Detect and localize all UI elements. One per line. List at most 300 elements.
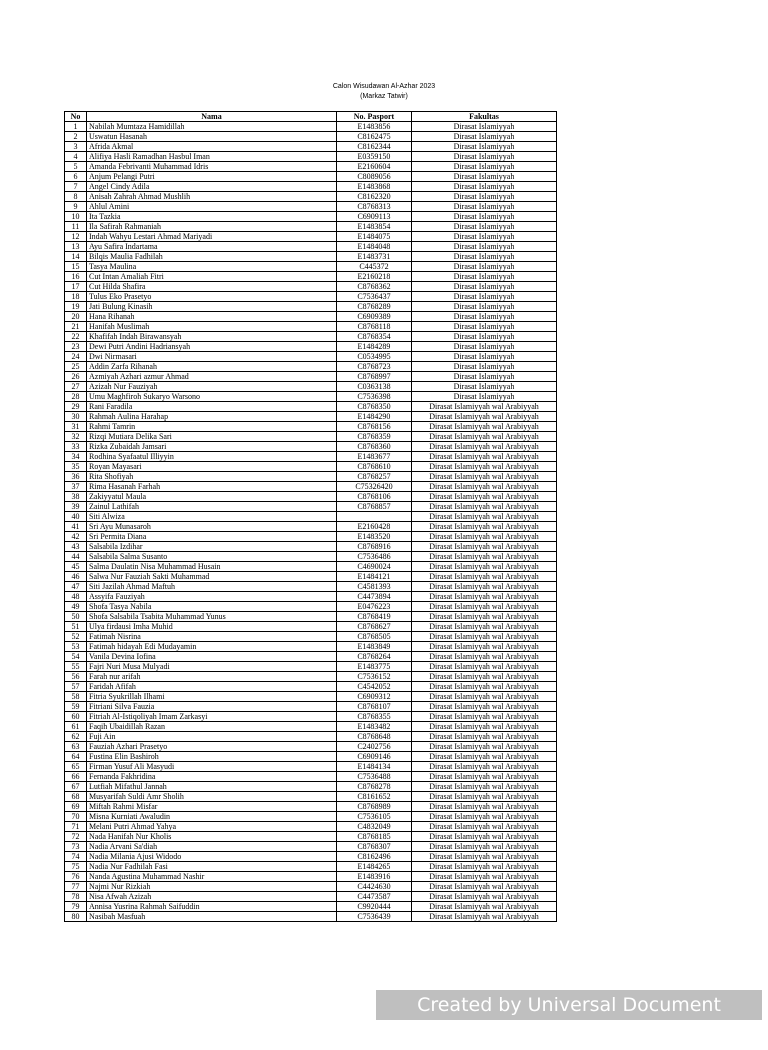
cell-fakultas: Dirasat Islamiyyah (412, 172, 557, 182)
cell-pasport: E1483849 (337, 642, 412, 652)
cell-no: 59 (65, 702, 87, 712)
cell-no: 28 (65, 392, 87, 402)
cell-fakultas: Dirasat Islamiyyah wal Arabiyyah (412, 722, 557, 732)
cell-nama: Zakiyyatul Maula (87, 492, 337, 502)
cell-fakultas: Dirasat Islamiyyah wal Arabiyyah (412, 432, 557, 442)
cell-no: 40 (65, 512, 87, 522)
cell-fakultas: Dirasat Islamiyyah wal Arabiyyah (412, 832, 557, 842)
cell-pasport: C8768185 (337, 832, 412, 842)
table-header-row (65, 112, 557, 122)
cell-no: 41 (65, 522, 87, 532)
cell-fakultas: Dirasat Islamiyyah (412, 352, 557, 362)
cell-nama: Firman Yusuf Ali Masyudi (87, 762, 337, 772)
cell-no: 54 (65, 652, 87, 662)
cell-nama: Angel Cindy Adila (87, 182, 337, 192)
cell-no: 55 (65, 662, 87, 672)
table-row (65, 192, 557, 202)
cell-nama: Farah nur arifah (87, 672, 337, 682)
cell-no: 51 (65, 622, 87, 632)
cell-no: 45 (65, 562, 87, 572)
cell-no: 36 (65, 472, 87, 482)
table-row (65, 862, 557, 872)
cell-nama: Rahmah Aulina Harahap (87, 412, 337, 422)
cell-pasport: C6909113 (337, 212, 412, 222)
cell-nama: Rani Faradila (87, 402, 337, 412)
cell-nama: Sri Ayu Munasaroh (87, 522, 337, 532)
cell-fakultas: Dirasat Islamiyyah (412, 242, 557, 252)
cell-no: 53 (65, 642, 87, 652)
table-row (65, 202, 557, 212)
cell-fakultas: Dirasat Islamiyyah wal Arabiyyah (412, 892, 557, 902)
table-row (65, 452, 557, 462)
cell-nama: Bilqis Maulia Fadhilah (87, 252, 337, 262)
cell-pasport: E1483677 (337, 452, 412, 462)
table-row (65, 412, 557, 422)
cell-nama: Shofa Salsabila Tsabita Muhammad Yunus (87, 612, 337, 622)
table-row (65, 392, 557, 402)
cell-pasport: C8768359 (337, 432, 412, 442)
cell-pasport: E2160218 (337, 272, 412, 282)
cell-pasport: E1484121 (337, 572, 412, 582)
table-row (65, 312, 557, 322)
cell-nama: Fitriani Silva Fauzia (87, 702, 337, 712)
cell-no: 65 (65, 762, 87, 772)
cell-fakultas: Dirasat Islamiyyah wal Arabiyyah (412, 852, 557, 862)
table-row (65, 552, 557, 562)
cell-pasport: E2160604 (337, 162, 412, 172)
table-row (65, 442, 557, 452)
cell-fakultas: Dirasat Islamiyyah wal Arabiyyah (412, 592, 557, 602)
cell-pasport: C8768505 (337, 632, 412, 642)
cell-nama: Nada Hanifah Nur Kholis (87, 832, 337, 842)
cell-fakultas: Dirasat Islamiyyah wal Arabiyyah (412, 782, 557, 792)
cell-no: 71 (65, 822, 87, 832)
table-row (65, 422, 557, 432)
cell-pasport: C8768107 (337, 702, 412, 712)
cell-fakultas: Dirasat Islamiyyah (412, 272, 557, 282)
cell-no: 32 (65, 432, 87, 442)
table-row (65, 342, 557, 352)
cell-no: 73 (65, 842, 87, 852)
cell-nama: Dewi Putri Andini Hadriansyah (87, 342, 337, 352)
cell-no: 75 (65, 862, 87, 872)
cell-pasport: E1484289 (337, 342, 412, 352)
cell-pasport: C8768648 (337, 732, 412, 742)
cell-nama: Ahlul Amini (87, 202, 337, 212)
cell-nama: Salma Daulatin Nisa Muhammad Husain (87, 562, 337, 572)
cell-nama: Anjum Pelangi Putri (87, 172, 337, 182)
table-row (65, 212, 557, 222)
cell-pasport: C4690024 (337, 562, 412, 572)
cell-fakultas: Dirasat Islamiyyah wal Arabiyyah (412, 542, 557, 552)
cell-pasport: C8768627 (337, 622, 412, 632)
cell-pasport: C7536105 (337, 812, 412, 822)
table-row (65, 592, 557, 602)
cell-fakultas: Dirasat Islamiyyah (412, 262, 557, 272)
table-row (65, 282, 557, 292)
cell-nama: Najmi Nur Rizkiah (87, 882, 337, 892)
cell-nama: Vanila Devina Iofina (87, 652, 337, 662)
cell-fakultas: Dirasat Islamiyyah (412, 302, 557, 312)
table-row (65, 502, 557, 512)
cell-fakultas: Dirasat Islamiyyah wal Arabiyyah (412, 742, 557, 752)
cell-fakultas: Dirasat Islamiyyah wal Arabiyyah (412, 712, 557, 722)
cell-nama: Tulus Eko Prasetyo (87, 292, 337, 302)
cell-pasport: C8768916 (337, 542, 412, 552)
table-row (65, 572, 557, 582)
cell-nama: Siti Alwiza (87, 512, 337, 522)
cell-fakultas: Dirasat Islamiyyah (412, 152, 557, 162)
cell-pasport: C6909312 (337, 692, 412, 702)
cell-pasport: C8768997 (337, 372, 412, 382)
cell-nama: Khafifah Indah Birawansyah (87, 332, 337, 342)
table-row (65, 672, 557, 682)
cell-fakultas: Dirasat Islamiyyah (412, 322, 557, 332)
table-row (65, 522, 557, 532)
table-row (65, 382, 557, 392)
cell-no: 38 (65, 492, 87, 502)
header-no: No (65, 112, 87, 122)
cell-no: 1 (65, 122, 87, 132)
cell-pasport: C4542052 (337, 682, 412, 692)
table-row (65, 582, 557, 592)
cell-fakultas: Dirasat Islamiyyah (412, 382, 557, 392)
cell-nama: Rita Shofiyah (87, 472, 337, 482)
cell-no: 29 (65, 402, 87, 412)
cell-nama: Cut Hilda Shafira (87, 282, 337, 292)
cell-nama: Rizqi Mutiara Delika Sari (87, 432, 337, 442)
document-subtitle: (Markaz Tatwir) (360, 93, 408, 100)
cell-pasport: C2402756 (337, 742, 412, 752)
cell-nama: Fustina Elin Bashiroh (87, 752, 337, 762)
table-row (65, 892, 557, 902)
cell-no: 37 (65, 482, 87, 492)
table-row (65, 512, 557, 522)
cell-pasport: C0363138 (337, 382, 412, 392)
cell-fakultas: Dirasat Islamiyyah wal Arabiyyah (412, 502, 557, 512)
header-nama: Nama (87, 112, 337, 122)
cell-fakultas: Dirasat Islamiyyah wal Arabiyyah (412, 672, 557, 682)
cell-nama: Misna Kurniati Awaludin (87, 812, 337, 822)
cell-fakultas: Dirasat Islamiyyah (412, 312, 557, 322)
cell-nama: Assyifa Fauziyah (87, 592, 337, 602)
cell-nama: Nadia Arvani Sa'diah (87, 842, 337, 852)
cell-no: 14 (65, 252, 87, 262)
cell-pasport: C8768360 (337, 442, 412, 452)
cell-nama: Fajri Nuri Musa Mulyadi (87, 662, 337, 672)
cell-fakultas: Dirasat Islamiyyah wal Arabiyyah (412, 472, 557, 482)
cell-pasport: C445372 (337, 262, 412, 272)
cell-fakultas: Dirasat Islamiyyah wal Arabiyyah (412, 492, 557, 502)
table-row (65, 802, 557, 812)
cell-fakultas: Dirasat Islamiyyah wal Arabiyyah (412, 752, 557, 762)
cell-nama: Musyarifah Suldi Amr Sholih (87, 792, 337, 802)
cell-fakultas: Dirasat Islamiyyah wal Arabiyyah (412, 772, 557, 782)
table-row (65, 812, 557, 822)
cell-pasport: C4424630 (337, 882, 412, 892)
table-row (65, 542, 557, 552)
cell-nama: Alifiya Hasli Ramadhan Hasbul Iman (87, 152, 337, 162)
cell-nama: Rodhina Syafaatul Illiyyin (87, 452, 337, 462)
cell-pasport: E2160428 (337, 522, 412, 532)
cell-pasport: C7536437 (337, 292, 412, 302)
table-row (65, 782, 557, 792)
cell-fakultas: Dirasat Islamiyyah wal Arabiyyah (412, 562, 557, 572)
cell-no: 70 (65, 812, 87, 822)
cell-pasport: C8768307 (337, 842, 412, 852)
cell-pasport: C8768118 (337, 322, 412, 332)
table-row (65, 262, 557, 272)
cell-fakultas: Dirasat Islamiyyah wal Arabiyyah (412, 762, 557, 772)
cell-pasport: C0534995 (337, 352, 412, 362)
cell-pasport: E0359150 (337, 152, 412, 162)
cell-pasport: C8768362 (337, 282, 412, 292)
cell-pasport: C4832049 (337, 822, 412, 832)
cell-fakultas: Dirasat Islamiyyah (412, 372, 557, 382)
cell-no: 22 (65, 332, 87, 342)
table-row (65, 612, 557, 622)
table-row (65, 842, 557, 852)
table-row (65, 132, 557, 142)
cell-fakultas: Dirasat Islamiyyah wal Arabiyyah (412, 532, 557, 542)
cell-fakultas: Dirasat Islamiyyah wal Arabiyyah (412, 822, 557, 832)
table-row (65, 222, 557, 232)
cell-no: 49 (65, 602, 87, 612)
table-row (65, 852, 557, 862)
cell-fakultas: Dirasat Islamiyyah wal Arabiyyah (412, 412, 557, 422)
table-row (65, 252, 557, 262)
table-row (65, 562, 557, 572)
cell-no: 42 (65, 532, 87, 542)
cell-no: 5 (65, 162, 87, 172)
cell-pasport: C8768257 (337, 472, 412, 482)
cell-no: 79 (65, 902, 87, 912)
cell-pasport: C7536439 (337, 912, 412, 922)
cell-fakultas: Dirasat Islamiyyah (412, 202, 557, 212)
table-row (65, 702, 557, 712)
cell-pasport: E1483482 (337, 722, 412, 732)
cell-pasport: C8768723 (337, 362, 412, 372)
cell-pasport: E1484075 (337, 232, 412, 242)
cell-pasport: C8089056 (337, 172, 412, 182)
cell-no: 20 (65, 312, 87, 322)
cell-no: 8 (65, 192, 87, 202)
cell-fakultas: Dirasat Islamiyyah wal Arabiyyah (412, 812, 557, 822)
cell-pasport: C8768313 (337, 202, 412, 212)
cell-nama: Indah Wahyu Lestari Ahmad Mariyadi (87, 232, 337, 242)
cell-nama: Nabilah Mumtaza Hamidillah (87, 122, 337, 132)
table-body (65, 122, 557, 922)
cell-fakultas: Dirasat Islamiyyah (412, 392, 557, 402)
cell-pasport: C4473894 (337, 592, 412, 602)
table-row (65, 492, 557, 502)
cell-no: 46 (65, 572, 87, 582)
cell-fakultas: Dirasat Islamiyyah (412, 232, 557, 242)
cell-fakultas: Dirasat Islamiyyah wal Arabiyyah (412, 902, 557, 912)
cell-no: 17 (65, 282, 87, 292)
cell-fakultas: Dirasat Islamiyyah wal Arabiyyah (412, 632, 557, 642)
cell-nama: Annisa Yusrina Rahmah Saifuddin (87, 902, 337, 912)
table-row (65, 292, 557, 302)
cell-pasport: C8162320 (337, 192, 412, 202)
cell-no: 64 (65, 752, 87, 762)
table-row (65, 902, 557, 912)
cell-fakultas: Dirasat Islamiyyah wal Arabiyyah (412, 732, 557, 742)
cell-pasport: C6909389 (337, 312, 412, 322)
cell-pasport: E1483916 (337, 872, 412, 882)
cell-nama: Nanda Agustina Muhammad Nashir (87, 872, 337, 882)
cell-no: 12 (65, 232, 87, 242)
table-row (65, 652, 557, 662)
cell-nama: Faridah Afifah (87, 682, 337, 692)
cell-pasport: C7536486 (337, 552, 412, 562)
table-row (65, 472, 557, 482)
cell-pasport: E1483868 (337, 182, 412, 192)
cell-no: 61 (65, 722, 87, 732)
cell-fakultas: Dirasat Islamiyyah (412, 192, 557, 202)
cell-fakultas: Dirasat Islamiyyah wal Arabiyyah (412, 912, 557, 922)
table-row (65, 712, 557, 722)
cell-nama: Ayu Safira Indartama (87, 242, 337, 252)
cell-no: 67 (65, 782, 87, 792)
cell-pasport: E1483854 (337, 222, 412, 232)
cell-nama: Siti Jazilah Ahmad Maftuh (87, 582, 337, 592)
cell-fakultas: Dirasat Islamiyyah (412, 342, 557, 352)
cell-nama: Umu Maghfiroh Sukaryo Warsono (87, 392, 337, 402)
cell-nama: Miftah Rahmi Misfar (87, 802, 337, 812)
cell-no: 30 (65, 412, 87, 422)
cell-nama: Fitriah Al-Istiqoliyah Imam Zarkasyi (87, 712, 337, 722)
cell-pasport: E1483731 (337, 252, 412, 262)
cell-nama: Addin Zarfa Rihanah (87, 362, 337, 372)
cell-nama: Salsabila Izdihar (87, 542, 337, 552)
cell-no: 19 (65, 302, 87, 312)
table-row (65, 152, 557, 162)
cell-no: 47 (65, 582, 87, 592)
table-row (65, 242, 557, 252)
cell-pasport: C8768289 (337, 302, 412, 312)
table-row (65, 622, 557, 632)
cell-no: 10 (65, 212, 87, 222)
cell-pasport: C9920444 (337, 902, 412, 912)
cell-pasport: E1483775 (337, 662, 412, 672)
cell-pasport: C8768354 (337, 332, 412, 342)
table-row (65, 162, 557, 172)
cell-fakultas: Dirasat Islamiyyah wal Arabiyyah (412, 512, 557, 522)
table-row (65, 692, 557, 702)
cell-pasport: C8162344 (337, 142, 412, 152)
table-row (65, 752, 557, 762)
cell-pasport: C8768278 (337, 782, 412, 792)
cell-nama: Afrida Akmal (87, 142, 337, 152)
cell-no: 27 (65, 382, 87, 392)
cell-no: 62 (65, 732, 87, 742)
cell-fakultas: Dirasat Islamiyyah wal Arabiyyah (412, 662, 557, 672)
table-row (65, 122, 557, 132)
table-row (65, 332, 557, 342)
cell-no: 4 (65, 152, 87, 162)
cell-nama: Rima Hasanah Farhah (87, 482, 337, 492)
table-row (65, 362, 557, 372)
cell-pasport: C8768350 (337, 402, 412, 412)
cell-fakultas: Dirasat Islamiyyah (412, 222, 557, 232)
cell-no: 15 (65, 262, 87, 272)
cell-nama: Fitria Syukrillah Ilhami (87, 692, 337, 702)
graduate-table (64, 111, 557, 922)
cell-nama: Rizka Zubaidah Jamsari (87, 442, 337, 452)
cell-pasport: C8768419 (337, 612, 412, 622)
cell-pasport: C6909146 (337, 752, 412, 762)
cell-nama: Salsabila Salma Susanto (87, 552, 337, 562)
cell-no: 16 (65, 272, 87, 282)
cell-fakultas: Dirasat Islamiyyah (412, 132, 557, 142)
cell-no: 23 (65, 342, 87, 352)
cell-fakultas: Dirasat Islamiyyah (412, 332, 557, 342)
cell-no: 60 (65, 712, 87, 722)
cell-nama: Tasya Maulina (87, 262, 337, 272)
cell-pasport: C8768857 (337, 502, 412, 512)
cell-nama: Hanifah Muslimah (87, 322, 337, 332)
cell-no: 52 (65, 632, 87, 642)
cell-nama: Salwa Nur Fauziah Sakti Muhammad (87, 572, 337, 582)
cell-fakultas: Dirasat Islamiyyah wal Arabiyyah (412, 522, 557, 532)
cell-nama: Cut Intan Amaliah Fitri (87, 272, 337, 282)
cell-nama: Hana Rihanah (87, 312, 337, 322)
cell-no: 24 (65, 352, 87, 362)
cell-fakultas: Dirasat Islamiyyah wal Arabiyyah (412, 422, 557, 432)
cell-no: 9 (65, 202, 87, 212)
cell-no: 44 (65, 552, 87, 562)
watermark-banner: Created by Universal Document Converter (376, 990, 762, 1020)
cell-fakultas: Dirasat Islamiyyah wal Arabiyyah (412, 872, 557, 882)
cell-pasport: C8768106 (337, 492, 412, 502)
cell-nama: Fauziah Azhari Prasetyo (87, 742, 337, 752)
table-row (65, 322, 557, 332)
cell-no: 50 (65, 612, 87, 622)
cell-no: 56 (65, 672, 87, 682)
cell-fakultas: Dirasat Islamiyyah (412, 142, 557, 152)
cell-nama: Jati Bulung Kinasih (87, 302, 337, 312)
cell-fakultas: Dirasat Islamiyyah (412, 282, 557, 292)
cell-no: 6 (65, 172, 87, 182)
table-row (65, 402, 557, 412)
cell-pasport: E0476223 (337, 602, 412, 612)
cell-no: 7 (65, 182, 87, 192)
cell-pasport: C8162475 (337, 132, 412, 142)
cell-pasport: C7536152 (337, 672, 412, 682)
cell-no: 3 (65, 142, 87, 152)
cell-no: 33 (65, 442, 87, 452)
cell-no: 74 (65, 852, 87, 862)
table-row (65, 602, 557, 612)
cell-no: 69 (65, 802, 87, 812)
cell-fakultas: Dirasat Islamiyyah wal Arabiyyah (412, 682, 557, 692)
header-pasport: No. Pasport (337, 112, 412, 122)
cell-nama: Nadia Milania Ajusi Widodo (87, 852, 337, 862)
table-row (65, 772, 557, 782)
cell-nama: Anisah Zahrah Ahmad Mushlih (87, 192, 337, 202)
cell-nama: Fuji Ain (87, 732, 337, 742)
table-row (65, 632, 557, 642)
table-row (65, 372, 557, 382)
table-row (65, 762, 557, 772)
cell-no: 2 (65, 132, 87, 142)
cell-pasport: C75326420 (337, 482, 412, 492)
cell-no: 39 (65, 502, 87, 512)
cell-no: 78 (65, 892, 87, 902)
cell-pasport: C8161652 (337, 792, 412, 802)
cell-nama: Ulya firdausi Imha Muhid (87, 622, 337, 632)
